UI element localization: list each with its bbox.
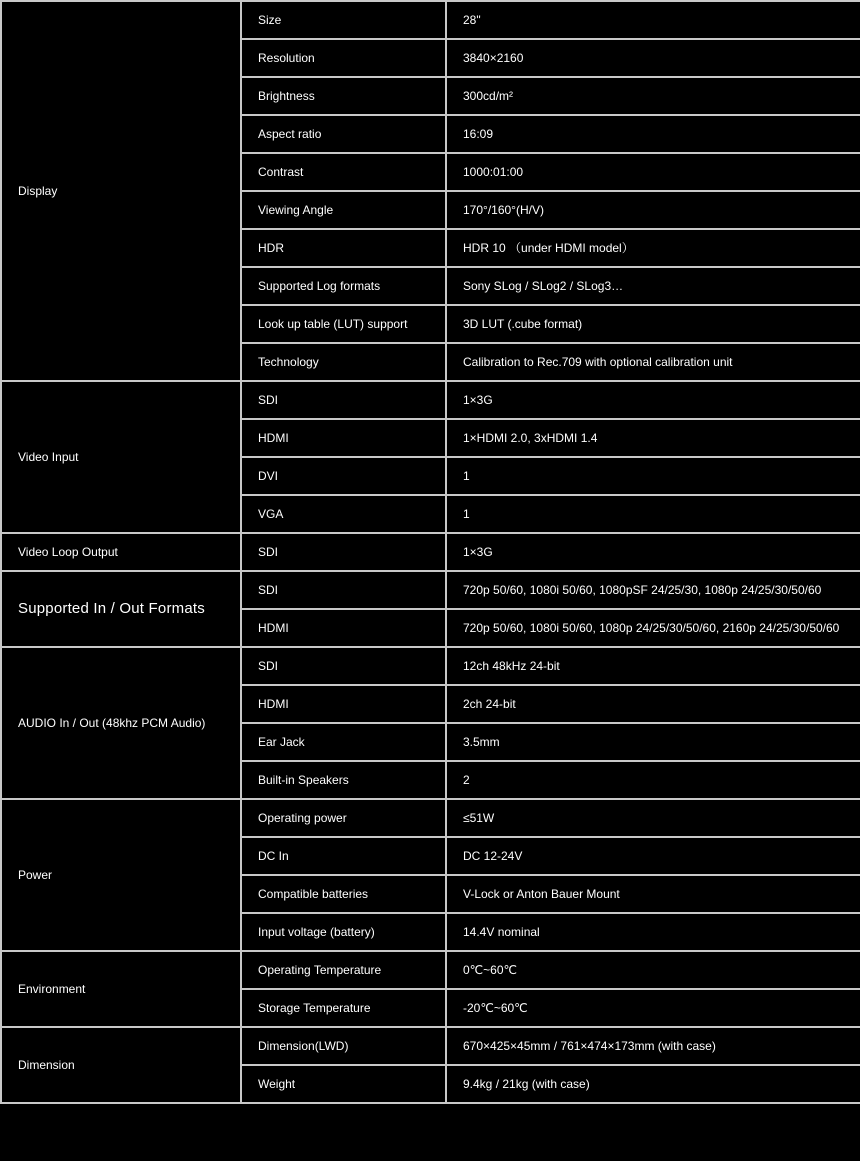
spec-value: 3D LUT (.cube format) <box>446 305 860 343</box>
spec-label: HDMI <box>241 609 446 647</box>
spec-label: DC In <box>241 837 446 875</box>
spec-label: DVI <box>241 457 446 495</box>
group-power: Power <box>1 799 241 951</box>
spec-value: 1 <box>446 495 860 533</box>
table-row <box>1 1027 860 1065</box>
group-video-input: Video Input <box>1 381 241 533</box>
spec-label: Storage Temperature <box>241 989 446 1027</box>
spec-value: 2 <box>446 761 860 799</box>
spec-value: 3840×2160 <box>446 39 860 77</box>
spec-value: 720p 50/60, 1080i 50/60, 1080p 24/25/30/50/60, 2160p 24/25/30/50/60 <box>446 609 860 647</box>
spec-label: Dimension(LWD) <box>241 1027 446 1065</box>
spec-value: 2ch 24-bit <box>446 685 860 723</box>
spec-label: Aspect ratio <box>241 115 446 153</box>
spec-value: 3.5mm <box>446 723 860 761</box>
spec-label: Ear Jack <box>241 723 446 761</box>
spec-label: Weight <box>241 1065 446 1103</box>
spec-value: 28" <box>446 1 860 39</box>
table-row <box>1 1 860 39</box>
spec-value: HDR 10 （under HDMI model） <box>446 229 860 267</box>
spec-label: HDMI <box>241 685 446 723</box>
spec-label: Input voltage (battery) <box>241 913 446 951</box>
spec-value: 1 <box>446 457 860 495</box>
table-row <box>1 799 860 837</box>
spec-label: SDI <box>241 381 446 419</box>
table-row <box>1 951 860 989</box>
spec-value: 670×425×45mm / 761×474×173mm (with case) <box>446 1027 860 1065</box>
spec-value: 720p 50/60, 1080i 50/60, 1080pSF 24/25/30, 1080p 24/25/30/50/60 <box>446 571 860 609</box>
spec-value: ≤51W <box>446 799 860 837</box>
spec-value: Calibration to Rec.709 with optional calibration unit <box>446 343 860 381</box>
spec-value: 16:09 <box>446 115 860 153</box>
spec-label: Contrast <box>241 153 446 191</box>
table-row <box>1 381 860 419</box>
spec-label: HDMI <box>241 419 446 457</box>
spec-value: V-Lock or Anton Bauer Mount <box>446 875 860 913</box>
spec-label: Look up table (LUT) support <box>241 305 446 343</box>
spec-label: Built-in Speakers <box>241 761 446 799</box>
spec-value: 1×HDMI 2.0, 3xHDMI 1.4 <box>446 419 860 457</box>
group-audio: AUDIO In / Out (48khz PCM Audio) <box>1 647 241 799</box>
spec-label: VGA <box>241 495 446 533</box>
spec-label: SDI <box>241 533 446 571</box>
spec-value: DC 12-24V <box>446 837 860 875</box>
spec-value: 0℃~60℃ <box>446 951 860 989</box>
spec-label: Compatible batteries <box>241 875 446 913</box>
spec-label: HDR <box>241 229 446 267</box>
spec-value: 1000:01:00 <box>446 153 860 191</box>
group-supported-formats: Supported In / Out Formats <box>1 571 241 647</box>
group-display: Display <box>1 1 241 381</box>
spec-label: Operating Temperature <box>241 951 446 989</box>
spec-label: Supported Log formats <box>241 267 446 305</box>
spec-label: Technology <box>241 343 446 381</box>
spec-value: 170°/160°(H/V) <box>446 191 860 229</box>
spec-value: 9.4kg / 21kg (with case) <box>446 1065 860 1103</box>
table-row <box>1 571 860 609</box>
spec-label: Operating power <box>241 799 446 837</box>
table-row <box>1 647 860 685</box>
spec-label: SDI <box>241 571 446 609</box>
spec-value: Sony SLog / SLog2 / SLog3… <box>446 267 860 305</box>
group-environment: Environment <box>1 951 241 1027</box>
spec-label: Resolution <box>241 39 446 77</box>
spec-value: 300cd/m² <box>446 77 860 115</box>
spec-table-body <box>1 1 860 1103</box>
spec-label: Brightness <box>241 77 446 115</box>
spec-value: 1×3G <box>446 533 860 571</box>
group-dimension: Dimension <box>1 1027 241 1103</box>
spec-value: 14.4V nominal <box>446 913 860 951</box>
spec-label: Viewing Angle <box>241 191 446 229</box>
spec-label: SDI <box>241 647 446 685</box>
group-video-loop-output: Video Loop Output <box>1 533 241 571</box>
spec-value: -20℃~60℃ <box>446 989 860 1027</box>
table-row <box>1 533 860 571</box>
spec-value: 12ch 48kHz 24-bit <box>446 647 860 685</box>
spec-label: Size <box>241 1 446 39</box>
spec-value: 1×3G <box>446 381 860 419</box>
